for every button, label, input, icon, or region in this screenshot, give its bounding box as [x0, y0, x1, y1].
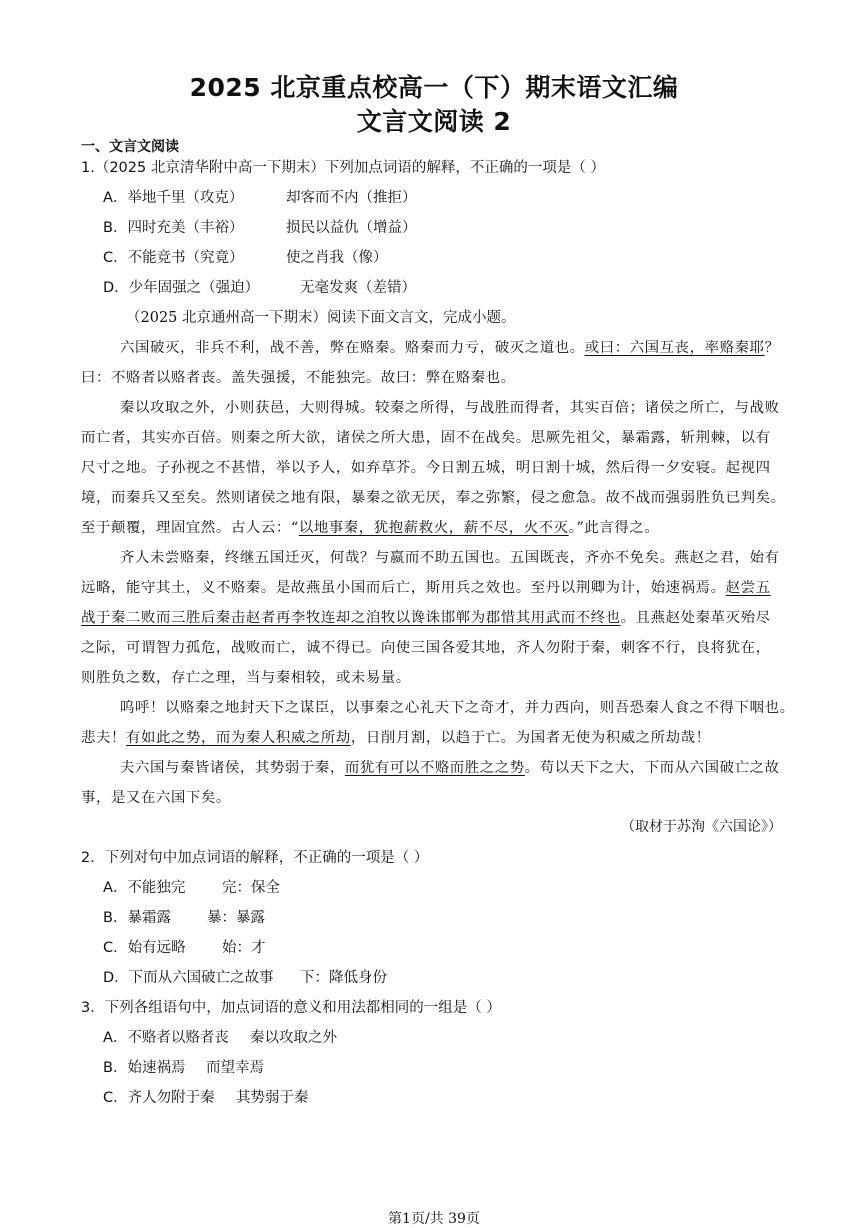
q3-option-a-2: 秦以攻取之外: [250, 1030, 337, 1046]
q1-option-d: D．少年固强之（强迫）: [103, 280, 260, 296]
passage-p1-line2: 曰：不赂者以赂者丧。盖失强援，不能独完。故曰：弊在赂秦也。: [81, 370, 516, 386]
underlined-sentence-3a: 赵尝五: [725, 580, 771, 596]
passage-p2-line4: 境，而秦兵又至矣。然则诸侯之地有限，暴秦之欲无厌，奉之弥繁，侵之愈急。故不战而强弱胜负已判矣。: [81, 490, 786, 506]
page-number-footer: 第1页/共 39页: [388, 1211, 480, 1227]
q2-option-b: B．暴霜露: [103, 910, 171, 926]
passage-intro: （2025 北京通州高一下期末）阅读下面文言文，完成小题。: [126, 310, 516, 326]
q2-option-d-gloss: 下：降低身份: [300, 970, 387, 986]
question-1-stem: 1.（2025 北京清华附中高一下期末）下列加点词语的解释，不正确的一项是（ ）: [81, 160, 605, 176]
q1-option-b: B．四时充美（丰裕）: [103, 220, 244, 236]
q3-option-a: A．不赂者以赂者丧: [103, 1030, 229, 1046]
question-2-stem: 2．下列对句中加点词语的解释，不正确的一项是（ ）: [81, 850, 429, 866]
q1-option-a: A．举地千里（攻克）: [103, 190, 244, 206]
page-title-line1: 2025 北京重点校高一（下）期末语文汇编: [189, 73, 679, 102]
underlined-sentence-4: 有如此之势，而为秦人积威之所劫: [125, 730, 351, 746]
q2-option-c: C．始有远略: [103, 940, 186, 956]
q2-option-b-gloss: 暴：暴露: [207, 910, 265, 926]
question-3-stem: 3．下列各组语句中，加点词语的意义和用法都相同的一组是（ ）: [81, 1000, 501, 1016]
q1-option-c: C．不能竞书（究竟）: [103, 250, 244, 266]
q3-option-c-2: 其势弱于秦: [236, 1090, 309, 1106]
underlined-sentence-2: 以地事秦，犹抱薪救火，薪不尽，火不灭: [298, 520, 569, 536]
page-title-line2: 文言文阅读 2: [356, 107, 512, 136]
passage-p3-line3: 战于秦二败而三胜后秦击赵者再李牧连却之洎牧以谗诛邯郸为郡惜其用武而不终也。且燕赵处秦革灭殆尽: [81, 610, 771, 626]
passage-p2-line5: 至于颠覆，理固宜然。古人云：“以地事秦，犹抱薪救火，薪不尽，火不灭。”此言得之。: [81, 520, 660, 536]
passage-p3-line1: 齐人未尝赂秦，终继五国迁灭，何哉？与嬴而不助五国也。五国既丧，齐亦不免矣。燕赵之君，始有: [120, 550, 780, 566]
q3-option-b: B．始速祸焉: [103, 1060, 186, 1076]
q2-option-d: D．下而从六国破亡之故事: [103, 970, 274, 986]
q2-option-a-gloss: 完：保全: [222, 880, 280, 896]
passage-p3-line2: 远略，能守其土，义不赂秦。是故燕虽小国而后亡，斯用兵之效也。至丹以荆卿为计，始速祸焉。赵尝五: [81, 580, 771, 596]
passage-source: （取材于苏洵《六国论》）: [621, 819, 782, 835]
passage-p2-line2: 而亡者，其实亦百倍。则秦之所大欲，诸侯之所大患，固不在战矣。思厥先祖父，暴霜露，斩荆棘，以有: [81, 430, 771, 446]
q2-option-c-gloss: 始：才: [222, 940, 266, 956]
passage-p3-line4: 之际，可谓智力孤危，战败而亡，诚不得已。向使三国各爱其地，齐人勿附于秦，刺客不行，良将犹在，: [81, 640, 771, 656]
q1-option-a-2: 却客而不内（推拒）: [286, 190, 417, 206]
underlined-sentence-5: 而犹有可以不赂而胜之之势: [344, 760, 525, 776]
section-heading: 一、文言文阅读: [81, 139, 179, 155]
q1-option-c-2: 使之肖我（像）: [286, 250, 388, 266]
passage-p5-line2: 事，是又在六国下矣。: [81, 790, 231, 806]
passage-p2-line3: 尺寸之地。子孙视之不甚惜，举以予人，如弃草芥。今日割五城，明日割十城，然后得一夕安寝。起视四: [81, 460, 771, 476]
passage-p3-line5: 则胜负之数，存亡之理，当与秦相较，或未易量。: [81, 670, 411, 686]
underlined-sentence-3b: 战于秦二败而三胜后秦击赵者再李牧连却之洎牧以谗诛邯郸为郡惜其用武而不终也: [81, 610, 621, 626]
q3-option-b-2: 而望幸焉: [206, 1060, 264, 1076]
passage-p4-line1: 呜呼！以赂秦之地封天下之谋臣，以事秦之心礼天下之奇才，并力西向，则吾恐秦人食之不得下咽也。: [120, 700, 795, 716]
passage-p1-line1: 六国破灭，非兵不利，战不善，弊在赂秦。赂秦而力亏，破灭之道也。或曰：六国互丧，率赂秦耶？: [120, 340, 780, 356]
passage-p5-line1: 夫六国与秦皆诸侯，其势弱于秦，而犹有可以不赂而胜之之势。苟以天下之大，下而从六国破亡之故: [120, 760, 780, 776]
passage-p4-line2: 悲夫！有如此之势，而为秦人积威之所劫，日削月割，以趋于亡。为国者无使为积威之所劫哉！: [81, 730, 711, 746]
q3-option-c: C．齐人勿附于秦: [103, 1090, 215, 1106]
q2-option-a: A．不能独完: [103, 880, 186, 896]
q1-option-b-2: 损民以益仇（增益）: [286, 220, 417, 236]
passage-p2-line1: 秦以攻取之外，小则获邑，大则得城。较秦之所得，与战胜而得者，其实百倍；诸侯之所亡，与战败: [120, 400, 780, 416]
underlined-sentence-1: 或曰：六国互丧，率赂秦耶: [584, 340, 765, 356]
q1-option-d-2: 无毫发爽（差错）: [300, 280, 416, 296]
